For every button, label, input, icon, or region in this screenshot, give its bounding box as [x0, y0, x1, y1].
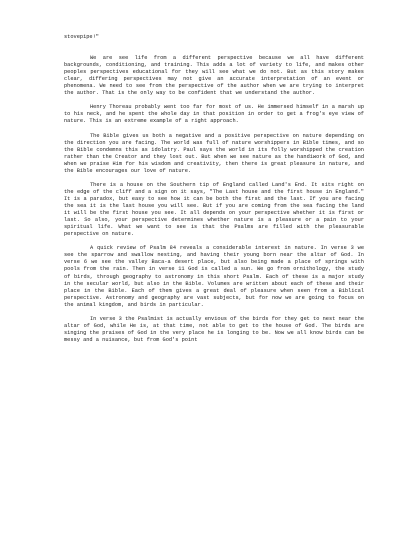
paragraph-lands-end: There is a house on the Southern tip of England called Land's End. It sits right on the edge of the cliff and a sign on it says, "The Last house and the first house in England." It is a paradox, but easy to see how it can be both the first and the last. If you are facing the sea it is the last house you will see. But if you are coming from the sea facing the land it will be the first house you see. It all depends on your perspective whether it is first or last. So also, your perspective determines whether nature is a pleasure or a pain to your spiritual life. What we want to see is that the Psalms are filled with the pleasurable perspective on nature.	[64, 181, 364, 238]
paragraph-bible-nature: The Bible gives us both a negative and a positive perspective on nature depending on the direction you are facing. The world was full of nature worshippers in Bible times, and so the Bible condemns this as idolatry. Paul says the world in its folly worshipped the creation rather than the Creator and they lost out. But when we see nature as the handiwork of God, and when we praise Him for his wisdom and creativity, then there is great pleasure in nature, and the Bible encourages our love of nature.	[64, 132, 364, 174]
paragraph-thoreau: Henry Thoreau probably went too far for most of us. He immersed himself in a marsh up to his neck, and he spent the whole day in that position in order to get a frog's eye view of nature. This is an extreme example of a right approach.	[64, 104, 364, 125]
paragraph-psalm-84: A quick review of Psalm 84 reveals a considerable interest in nature. In verse 3 we see the sparrow and swallow nesting, and having their young born near the altar of God. In verse 6 we see the valley Baca-a desert place, but also being made a place of springs with pools from the rain. Then in verse 11 God is called a sun. We go from ornithology, the study of birds, through geography to astronomy in this short Psalm. Each of these is a major study in the secular world, but also in the Bible. Volumes are written about each of these and their place in the Bible. Each of them gives a great deal of pleasure when seen from a Biblical perspective. Astronomy and geography are vast subjects, but for now we are going to focus on the animal kingdom, and birds in particular.	[64, 245, 364, 308]
document-body	[64, 34, 364, 351]
paragraph-verse-3: In verse 3 the Psalmist is actually envious of the birds for they get to nest near the altar of God, while He is, at that time, not able to get to the house of God. The birds are singing the praises of God in the very place he is longing to be. Now we all know birds can be messy and a nuisance, but from God's point	[64, 315, 364, 343]
paragraph-perspective: We are see life from a different perspective because we all have different backgrounds, conditioning, and training. This adds a lot of variety to life, and makes other peoples perspectives educational for they will see what we do not. But as this story makes clear, differing perspectives may not give an accurate interpretation of an event or phenomena. We need to see from the perspective of the author when we are trying to interpret the author. That is the only way to be confident that we understand the author.	[64, 55, 364, 97]
opening-line: stovepipe!"	[64, 34, 99, 40]
